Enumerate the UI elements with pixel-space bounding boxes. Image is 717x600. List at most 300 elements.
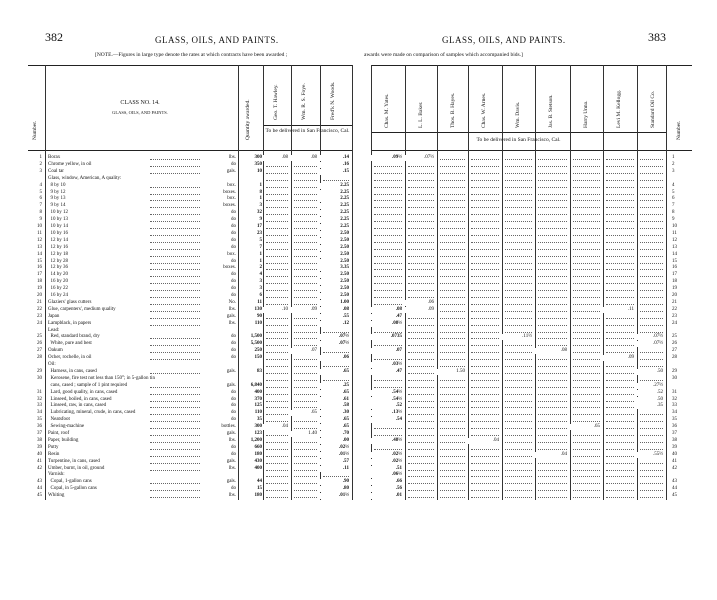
cell-dots-right: [538, 249, 567, 250]
cell-dots-right: [374, 166, 402, 167]
cell-dots-right: [573, 242, 600, 243]
row-quantity: 23: [257, 230, 262, 236]
bid-value-right: .11½: [502, 334, 532, 340]
cell-dots-right: [606, 276, 634, 277]
row-item: Paint, roof: [48, 431, 70, 436]
leader-dots: [150, 200, 200, 201]
cell-dots-right: [471, 373, 499, 374]
row-item: Neatsfoot: [48, 417, 70, 423]
cell-dots-right: [408, 249, 434, 250]
row-number: 24: [37, 320, 42, 326]
cell-dots-right: [408, 180, 434, 181]
bid-value-right: .54½: [371, 397, 402, 403]
cell-dots: [266, 332, 288, 333]
left-page-title: GLASS, OILS, AND PAINTS.: [155, 35, 279, 45]
row-quantity: 130: [254, 306, 262, 312]
row-number-right: 34: [672, 410, 677, 416]
row-unit: box.: [227, 251, 236, 257]
bid-value-right: .02½: [371, 452, 402, 458]
cell-dots-right: [538, 187, 567, 188]
cell-dots-right: [408, 200, 434, 201]
row-item: 12 by 18: [48, 251, 68, 257]
cell-dots-right: [471, 470, 499, 471]
leader-dots: [150, 394, 200, 395]
cell-dots-right: [640, 200, 663, 201]
cell-dots-right: [505, 290, 532, 291]
cell-dots-right: [573, 200, 600, 201]
cell-dots-right: [471, 256, 499, 257]
left-page-number: 382: [45, 30, 63, 44]
cell-dots-right: [640, 428, 663, 429]
bid-value-left: .65: [320, 369, 349, 375]
cell-dots-right: [538, 435, 567, 436]
row-item: Resin: [48, 451, 60, 457]
cell-dots-right: [640, 235, 663, 236]
cell-dots-right: [640, 194, 663, 195]
right-column-rule: [666, 65, 667, 500]
row-number: 11: [37, 230, 42, 236]
row-number-right: 42: [672, 465, 677, 471]
row-number-right: 30: [672, 375, 677, 381]
cell-dots-right: [573, 366, 600, 367]
row-number: 43: [37, 479, 42, 485]
cell-dots-right: [538, 159, 567, 160]
cell-dots-right: [408, 242, 434, 243]
cell-dots-right: [606, 476, 634, 477]
cell-dots-right: [505, 352, 532, 353]
cell-dots-right: [505, 401, 532, 402]
row-number: 42: [37, 465, 42, 471]
cell-dots-right: [408, 325, 434, 326]
leader-dots: [150, 263, 200, 264]
bidder-name-right: Jas. B. Stetson.: [548, 94, 554, 128]
cell-dots-right: [440, 318, 465, 319]
cell-dots-right: [538, 242, 567, 243]
cell-dots-right: [471, 187, 499, 188]
cell-dots-right: [408, 401, 434, 402]
cell-dots: [294, 338, 317, 339]
row-number: 10: [37, 224, 42, 229]
row-number: 35: [37, 417, 42, 423]
cell-dots-right: [471, 414, 499, 415]
cell-dots-right: [606, 297, 634, 298]
row-number: 8: [39, 210, 42, 216]
cell-dots-right: [640, 221, 663, 222]
cell-dots-right: [573, 380, 600, 381]
bid-value-right: .13½: [371, 410, 402, 416]
cell-dots-right: [374, 235, 402, 236]
cell-dots-right: [538, 194, 567, 195]
cell-dots: [266, 325, 288, 326]
row-number-right: 9: [672, 217, 675, 223]
cell-dots-right: [471, 242, 499, 243]
row-number-right: 39: [672, 444, 677, 450]
bid-value-left: .04: [263, 424, 288, 430]
cell-dots-right: [408, 338, 434, 339]
cell-dots-right: [408, 345, 434, 346]
cell-dots-right: [538, 311, 567, 312]
cell-dots: [294, 470, 317, 471]
row-number: 9: [39, 217, 42, 223]
row-number-right: 11: [672, 230, 677, 236]
bid-value-left: 2.50: [320, 272, 349, 278]
cell-dots-right: [471, 435, 499, 436]
cell-dots-right: [440, 345, 465, 346]
row-quantity: 5,500: [250, 341, 262, 347]
row-item: 9 by 13: [48, 196, 66, 202]
row-number: 36: [37, 424, 42, 430]
row-quantity: 7: [259, 244, 262, 250]
cell-dots: [294, 476, 317, 477]
row-item: 16 by 24: [48, 293, 68, 298]
cell-dots-right: [505, 373, 532, 374]
row-item: 10 by 14: [48, 224, 68, 229]
leader-dots: [150, 483, 200, 484]
cell-dots-right: [640, 318, 663, 319]
cell-dots: [294, 180, 317, 181]
bid-value-left: .08: [320, 307, 349, 313]
cell-dots: [294, 242, 317, 243]
leader-dots: [150, 387, 200, 388]
bid-value-right: .02½: [371, 459, 402, 465]
cell-dots-right: [440, 497, 465, 498]
row-item: 9 by 12: [48, 189, 66, 195]
header-bottom-line-right: [371, 150, 692, 151]
cell-dots: [294, 318, 317, 319]
cell-dots-right: [471, 318, 499, 319]
cell-dots-right: [606, 497, 634, 498]
bid-value-left: .12: [320, 321, 349, 327]
cell-dots-right: [606, 318, 634, 319]
row-number: 14: [37, 251, 42, 257]
cell-dots: [266, 276, 288, 277]
row-number: 13: [37, 244, 42, 250]
cell-dots-right: [573, 352, 600, 353]
cell-dots-right: [538, 283, 567, 284]
cell-dots-right: [440, 359, 465, 360]
cell-dots-right: [505, 421, 532, 422]
row-item: Turpentine, in cans, cased: [48, 458, 100, 464]
cell-dots: [266, 380, 288, 381]
row-item: 12 by 36: [48, 265, 68, 271]
leader-dots: [150, 497, 200, 498]
delivery-label-left: To be delivered in San Francisco, Cal.: [265, 128, 350, 134]
leader-dots: [150, 187, 200, 188]
cell-dots-right: [640, 311, 663, 312]
cell-dots-right: [606, 256, 634, 257]
cell-dots-right: [505, 194, 532, 195]
row-unit: do: [231, 417, 236, 423]
row-unit: No.: [228, 299, 236, 305]
subheader-line: [263, 125, 352, 126]
cell-dots-right: [440, 263, 465, 264]
row-quantity: 300: [254, 424, 262, 430]
leader-dots: [150, 325, 200, 326]
cell-dots-right: [538, 414, 567, 415]
note-right: awards were made on comparison of samples which accompanied bids.]: [364, 52, 523, 58]
bid-value-right: .51: [371, 466, 402, 472]
cell-dots-right: [440, 207, 465, 208]
cell-dots-right: [538, 269, 567, 270]
bidder-name-right: Chas. M. Yates.: [384, 93, 390, 128]
cell-dots-right: [573, 421, 600, 422]
bid-value-right: .27½: [637, 383, 663, 389]
note-left: [NOTE.—Figures in large type denote the rates at which contracts have been awarded ;: [95, 52, 288, 58]
cell-dots-right: [606, 325, 634, 326]
leader-dots: [150, 214, 200, 215]
cell-dots: [294, 269, 317, 270]
cell-dots-right: [408, 483, 434, 484]
row-item: Oil:: [48, 362, 56, 367]
cell-dots-right: [573, 269, 600, 270]
cell-dots-right: [471, 311, 499, 312]
cell-dots-right: [538, 207, 567, 208]
row-item: Coal tar: [48, 168, 64, 174]
cell-dots-right: [471, 159, 499, 160]
cell-dots-right: [606, 435, 634, 436]
cell-dots-right: [606, 421, 634, 422]
cell-dots-right: [573, 470, 600, 471]
row-number: 45: [37, 493, 42, 499]
cell-dots-right: [538, 318, 567, 319]
leader-dots: [150, 490, 200, 491]
cell-dots-right: [374, 256, 402, 257]
cell-dots-right: [606, 180, 634, 181]
cell-dots-right: [606, 387, 634, 388]
cell-dots-right: [538, 442, 567, 443]
cell-dots-right: [408, 228, 434, 229]
class-title: CLASS NO. 14.: [120, 100, 160, 106]
row-number-right: 36: [672, 424, 677, 430]
row-quantity: 1: [259, 258, 262, 264]
cell-dots-right: [471, 263, 499, 264]
row-quantity: 1: [259, 196, 262, 202]
cell-dots-right: [408, 387, 434, 388]
cell-dots-right: [505, 442, 532, 443]
row-quantity: 6: [259, 293, 262, 298]
cell-dots-right: [573, 187, 600, 188]
row-item: Harness, in cans, cased: [48, 368, 97, 374]
leader-dots: [150, 207, 200, 208]
cell-dots-right: [505, 235, 532, 236]
cell-dots-right: [374, 173, 402, 174]
cell-dots-right: [606, 200, 634, 201]
cell-dots-right: [374, 387, 402, 388]
cell-dots-right: [471, 476, 499, 477]
bid-value-left: .16: [320, 162, 349, 168]
leader-dots: [150, 463, 200, 464]
header-top-line: [28, 65, 352, 66]
cell-dots: [294, 332, 317, 333]
bid-value-right: .35: [637, 403, 663, 409]
cell-dots-right: [471, 297, 499, 298]
cell-dots-right: [606, 442, 634, 443]
leader-dots: [150, 228, 200, 229]
leader-dots: [150, 283, 200, 284]
row-number-right: 40: [672, 451, 677, 457]
row-item: Red, standard brand, dry: [48, 334, 100, 340]
cell-dots-right: [538, 263, 567, 264]
bid-value-left: .08: [291, 155, 317, 161]
row-quantity: 83: [257, 368, 262, 374]
row-number-right: 19: [672, 286, 677, 292]
cell-dots-right: [606, 159, 634, 160]
cell-dots-right: [440, 401, 465, 402]
cell-dots-right: [640, 304, 663, 305]
bidder-name-right: L. L. Baker.: [418, 101, 424, 128]
row-number: 5: [39, 189, 42, 195]
row-item: 10 by 13: [48, 217, 68, 223]
leader-dots: [150, 221, 200, 222]
cell-dots-right: [640, 242, 663, 243]
row-quantity: 660: [254, 444, 262, 450]
bid-value-left: 1.40: [291, 431, 317, 437]
cell-dots: [266, 483, 288, 484]
bid-value-right: .04: [535, 452, 567, 458]
cell-dots-right: [640, 414, 663, 415]
cell-dots-right: [440, 338, 465, 339]
cell-dots-right: [408, 442, 434, 443]
bid-value-left: 2.25: [320, 183, 349, 189]
cell-dots-right: [505, 283, 532, 284]
cell-dots-right: [471, 207, 499, 208]
bid-value-left: .07½: [320, 341, 349, 347]
row-item: Copal, 1-gallon cans: [48, 479, 92, 485]
cell-dots-right: [505, 207, 532, 208]
cell-dots: [294, 387, 317, 388]
cell-dots-right: [606, 407, 634, 408]
leader-dots: [150, 173, 200, 174]
cell-dots-right: [440, 332, 465, 333]
row-number-right: 7: [672, 203, 675, 209]
row-number: 18: [37, 279, 42, 285]
row-number-right: 32: [672, 396, 677, 402]
row-unit: do: [231, 258, 236, 264]
cell-dots-right: [440, 387, 465, 388]
cell-dots-right: [440, 297, 465, 298]
row-item: Linseed, boiled, in cans, cased: [48, 396, 112, 402]
cell-dots-right: [440, 463, 465, 464]
bid-value-left: 3.35: [320, 265, 349, 271]
cell-dots: [294, 304, 317, 305]
cell-dots: [323, 332, 349, 333]
cell-dots-right: [606, 214, 634, 215]
leader-dots: [150, 249, 200, 250]
cell-dots-right: [440, 166, 465, 167]
row-unit: do: [231, 410, 236, 416]
cell-dots-right: [471, 359, 499, 360]
row-number-right: 22: [672, 306, 677, 312]
cell-dots-right: [505, 166, 532, 167]
bidder-name-right: Thos. B. Hayes.: [450, 92, 456, 128]
row-unit: do: [231, 293, 236, 298]
row-unit: gals.: [226, 458, 236, 464]
cell-dots-right: [573, 166, 600, 167]
cell-dots-right: [640, 497, 663, 498]
row-number: 2: [39, 161, 42, 167]
cell-dots-right: [640, 214, 663, 215]
cell-dots-right: [640, 483, 663, 484]
cell-dots: [294, 276, 317, 277]
bid-value-left: .10: [263, 307, 288, 313]
cell-dots: [266, 407, 288, 408]
row-unit: do: [231, 230, 236, 236]
row-quantity: 110: [254, 410, 262, 416]
row-unit: do: [231, 355, 236, 361]
right-column-rule: [468, 65, 469, 500]
bid-value-left: .01½: [320, 452, 349, 458]
row-number: 19: [37, 286, 42, 292]
cell-dots-right: [573, 414, 600, 415]
row-number-right: 21: [672, 299, 677, 305]
row-number: 27: [37, 348, 42, 354]
cell-dots-right: [538, 200, 567, 201]
row-item: Sewing-machine: [48, 424, 85, 430]
row-quantity: 8: [259, 189, 262, 195]
bid-value-right: .47: [371, 369, 402, 375]
cell-dots: [266, 221, 288, 222]
row-quantity: 123: [254, 431, 262, 436]
leader-dots: [150, 256, 200, 257]
row-unit: do: [231, 272, 236, 278]
row-number: 44: [37, 486, 42, 492]
cell-dots-right: [440, 442, 465, 443]
row-number: 38: [37, 437, 42, 443]
cell-dots-right: [573, 359, 600, 360]
cell-dots: [266, 194, 288, 195]
leader-dots: [150, 428, 200, 429]
cell-dots-right: [573, 228, 600, 229]
cell-dots: [266, 497, 288, 498]
bid-value-right: .09: [405, 307, 434, 313]
bid-value-left: .61: [320, 397, 349, 403]
cell-dots-right: [374, 194, 402, 195]
cell-dots-right: [538, 180, 567, 181]
cell-dots-right: [538, 228, 567, 229]
cell-dots-right: [505, 428, 532, 429]
cell-dots-right: [471, 387, 499, 388]
quantity-header: Quantity awarded.: [245, 99, 251, 140]
row-unit: do: [231, 444, 236, 450]
cell-dots-right: [374, 180, 402, 181]
cell-dots: [294, 497, 317, 498]
bidder-name-left: Fred'k N. Woods.: [330, 81, 336, 120]
cell-dots-right: [573, 159, 600, 160]
row-unit: do: [231, 210, 236, 216]
row-quantity: 10: [257, 168, 262, 174]
bid-value-right: .08½: [371, 321, 402, 327]
cell-dots-right: [440, 414, 465, 415]
cell-dots-right: [606, 394, 634, 395]
cell-dots-right: [573, 173, 600, 174]
leader-dots: [150, 338, 200, 339]
row-unit: do: [231, 217, 236, 223]
row-number: 39: [37, 444, 42, 450]
row-quantity: 1,500: [250, 334, 262, 340]
cell-dots: [294, 373, 317, 374]
row-number: 15: [37, 258, 42, 264]
cell-dots-right: [538, 173, 567, 174]
row-unit: do: [231, 334, 236, 340]
cell-dots: [266, 456, 288, 457]
row-quantity: 3: [259, 286, 262, 292]
cell-dots: [323, 366, 349, 367]
cell-dots-right: [440, 256, 465, 257]
cell-dots: [294, 421, 317, 422]
bidder-name-right: Harry Unna.: [583, 100, 589, 128]
cell-dots-right: [538, 387, 567, 388]
cell-dots-right: [505, 394, 532, 395]
